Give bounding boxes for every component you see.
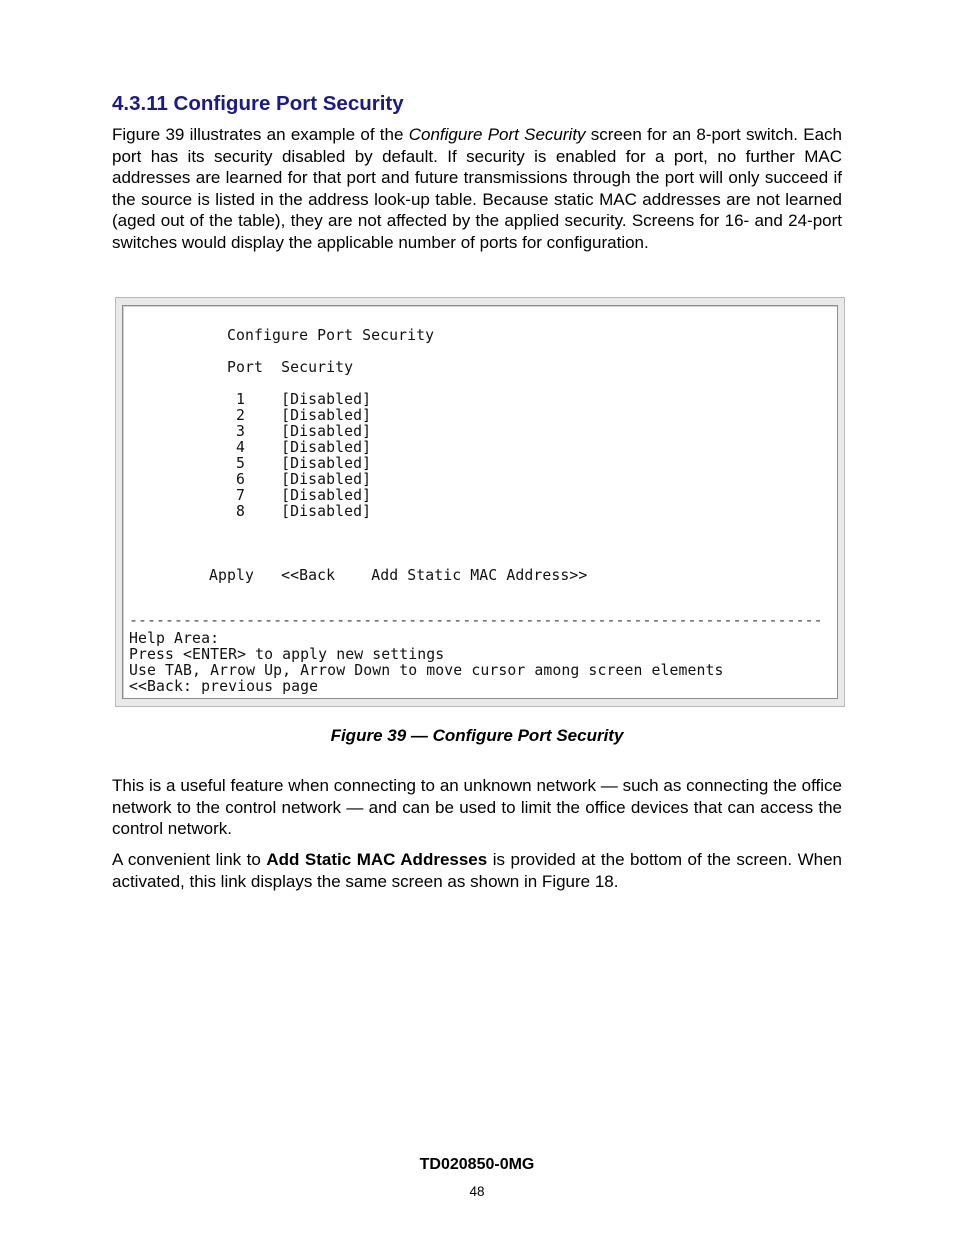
help-line: Use TAB, Arrow Up, Arrow Down to move cursor among screen elements [129,662,724,679]
paragraph-3: A convenient link to Add Static MAC Addresses is provided at the bottom of the screen. When activated, this link displays the same screen as shown in Figure 18. [112,850,842,891]
port-row [227,408,371,424]
port-security-toggle[interactable]: [Disabled] [281,391,372,408]
port-row [227,504,371,520]
port-number: 3 [236,423,246,440]
port-number: 4 [236,439,246,456]
port-row [227,440,371,456]
port-security-toggle[interactable]: [Disabled] [281,439,372,456]
port-row [227,424,371,440]
port-row [227,456,371,472]
port-security-toggle[interactable]: [Disabled] [281,407,372,424]
help-line: Press <ENTER> to apply new settings [129,646,445,663]
apply-button[interactable]: Apply [209,567,255,584]
add-static-mac-link[interactable]: Add Static MAC Address>> [371,567,588,584]
figure-caption: Figure 39 — Configure Port Security [330,726,624,745]
figure-screenshot [115,297,845,707]
col-security: Security [281,359,354,376]
port-number: 6 [236,471,246,488]
page-number: 48 [469,1184,485,1199]
section-heading: 4.3.11 Configure Port Security [112,92,404,115]
port-security-toggle[interactable]: [Disabled] [281,455,372,472]
port-number: 2 [236,407,246,424]
section-body [112,92,842,254]
add-static-mac-reference: Add Static MAC Addresses [266,850,488,869]
port-number: 5 [236,455,246,472]
help-area [129,631,724,695]
port-row [227,472,371,488]
port-security-toggle[interactable]: [Disabled] [281,423,372,440]
port-security-toggle[interactable]: [Disabled] [281,471,372,488]
document-id: TD020850-0MG [419,1156,535,1173]
terminal-actions [209,568,587,584]
port-table [227,392,371,520]
col-port: Port [227,359,264,376]
port-security-toggle[interactable]: [Disabled] [281,487,372,504]
help-line: <<Back: previous page [129,678,319,695]
intro-paragraph: Figure 39 illustrates an example of the Configure Port Security screen for an 8-port switch. Each port has its security disabled by default. If security is enabled for a port, no further MAC addresses are learned for that port and future transmissions through the port will only succeed if the source is listed in the address look-up table. Because static MAC addresses are not learned (aged out of the table), they are not affected by the applied security. Screens for 16- and 24-port switches would display the applicable number of ports for configuration. [112,125,843,252]
terminal-screen [122,305,838,699]
separator-line: ----------------------------------------------------------------------------- [129,612,823,629]
paragraph-2: This is a useful feature when connecting to an unknown network — such as connecting the office network to the control network — and can be used to limit the office devices that can access the control network. [112,776,842,839]
port-row [227,392,371,408]
port-row [227,488,371,504]
port-table-header [227,360,353,376]
port-number: 8 [236,503,246,520]
port-number: 1 [236,391,246,408]
back-button[interactable]: <<Back [281,567,336,584]
port-number: 7 [236,487,246,504]
port-security-toggle[interactable]: [Disabled] [281,503,372,520]
help-title: Help Area: [129,630,220,647]
terminal-title: Configure Port Security [227,327,435,344]
